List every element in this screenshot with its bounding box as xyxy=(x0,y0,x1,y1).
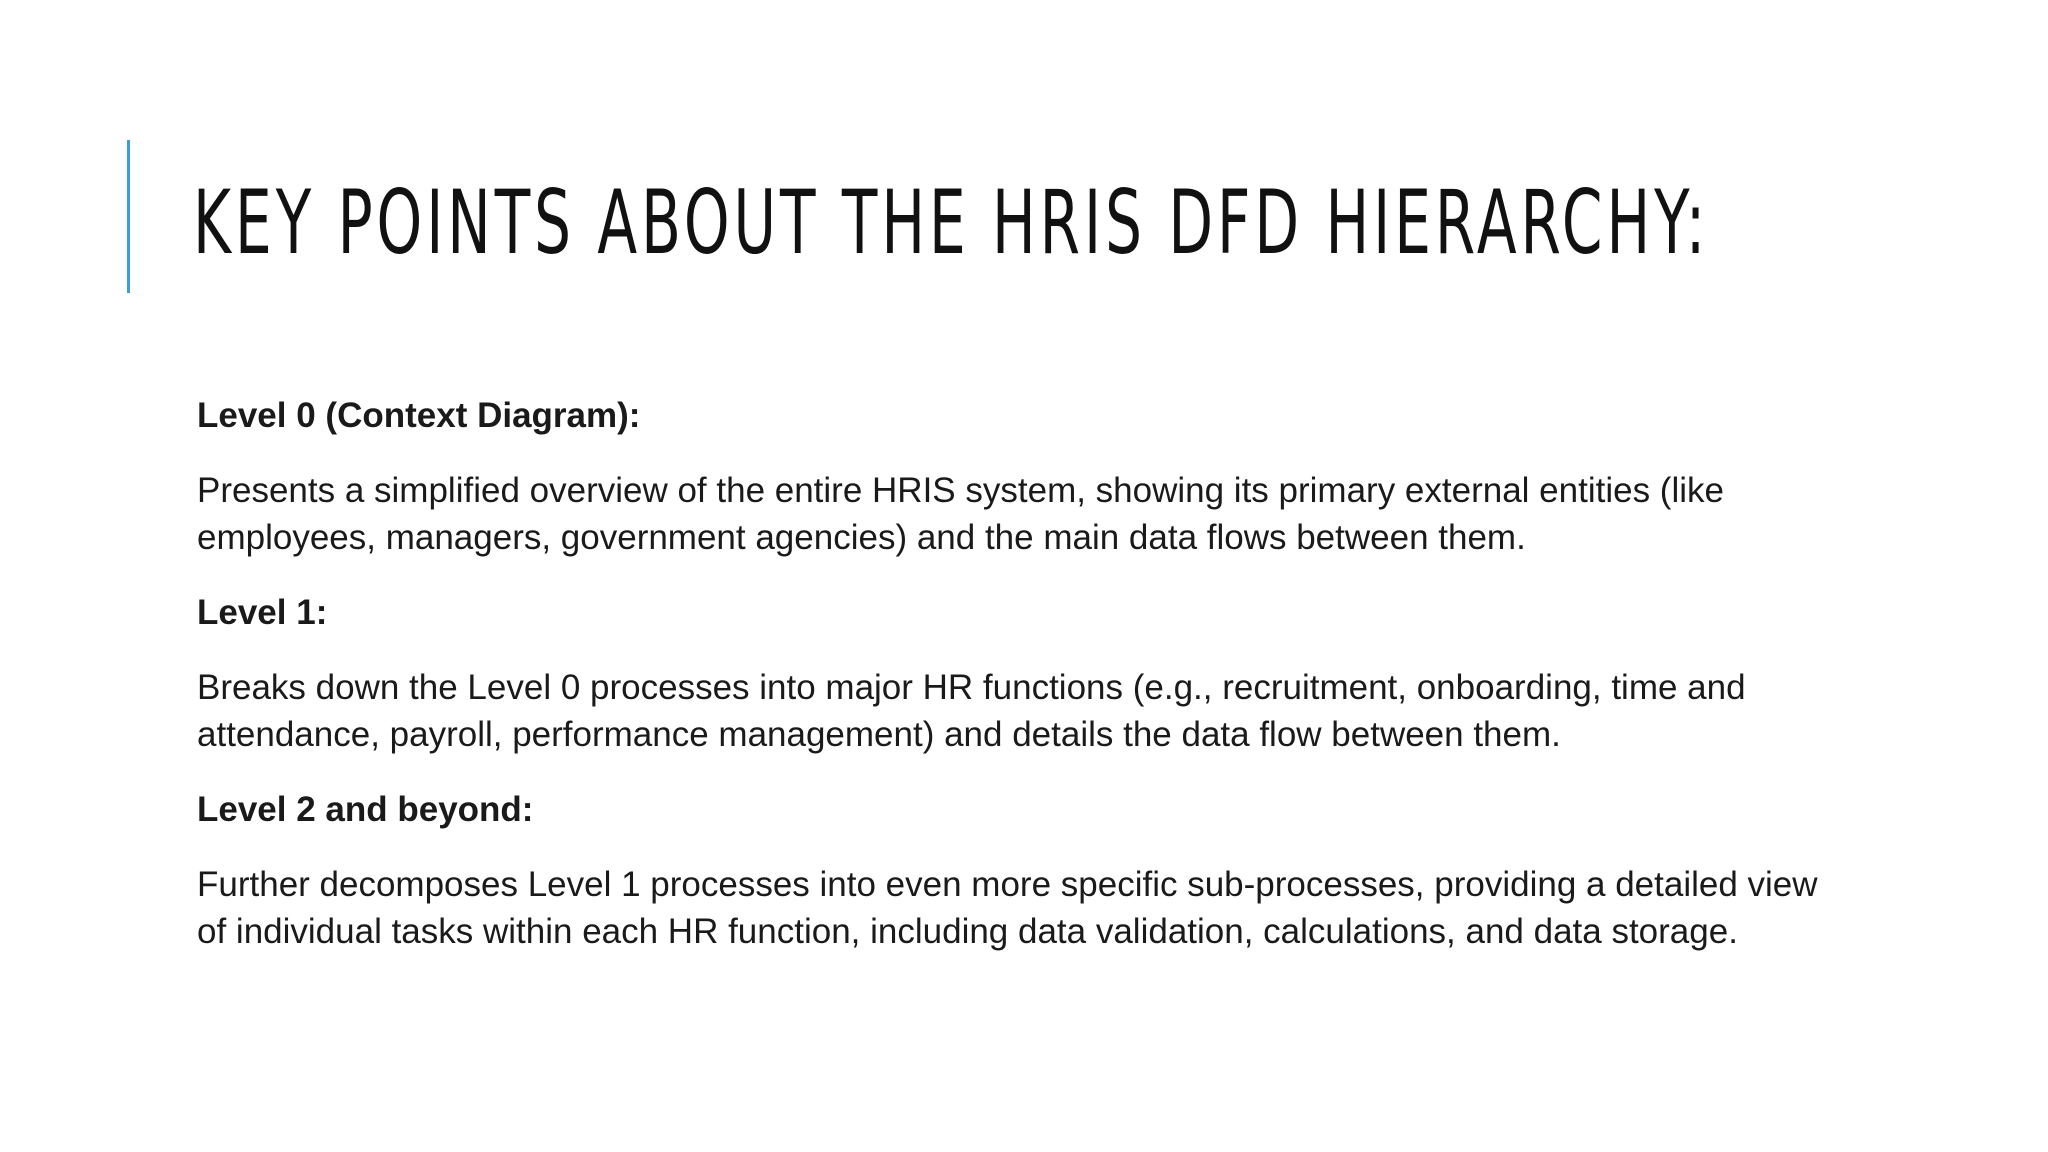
section-heading: Level 2 and beyond: xyxy=(197,790,534,829)
slide-body xyxy=(197,392,1837,983)
title-accent-bar xyxy=(127,140,130,293)
section-text: Presents a simplified overview of the entire HRIS system, showing its primary external entities (like employees, managers, government agencies) and the main data flows between them. xyxy=(197,471,1724,557)
section-text: Breaks down the Level 0 processes into major HR functions (e.g., recruitment, onboarding, time and attendance, payroll, performance management) and details the data flow between them. xyxy=(197,668,1746,754)
section-text: Further decomposes Level 1 processes into even more specific sub-processes, providing a detailed view of individual tasks within each HR function, including data validation, calculations, and data storage. xyxy=(197,865,1818,951)
section-heading: Level 0 (Context Diagram): xyxy=(197,396,641,435)
slide-title: KEY POINTS ABOUT THE HRIS DFD HIERARCHY: xyxy=(193,171,1710,274)
section-level-1 xyxy=(197,589,1837,758)
section-level-2 xyxy=(197,786,1837,955)
section-heading: Level 1: xyxy=(197,593,328,632)
section-level-0 xyxy=(197,392,1837,561)
